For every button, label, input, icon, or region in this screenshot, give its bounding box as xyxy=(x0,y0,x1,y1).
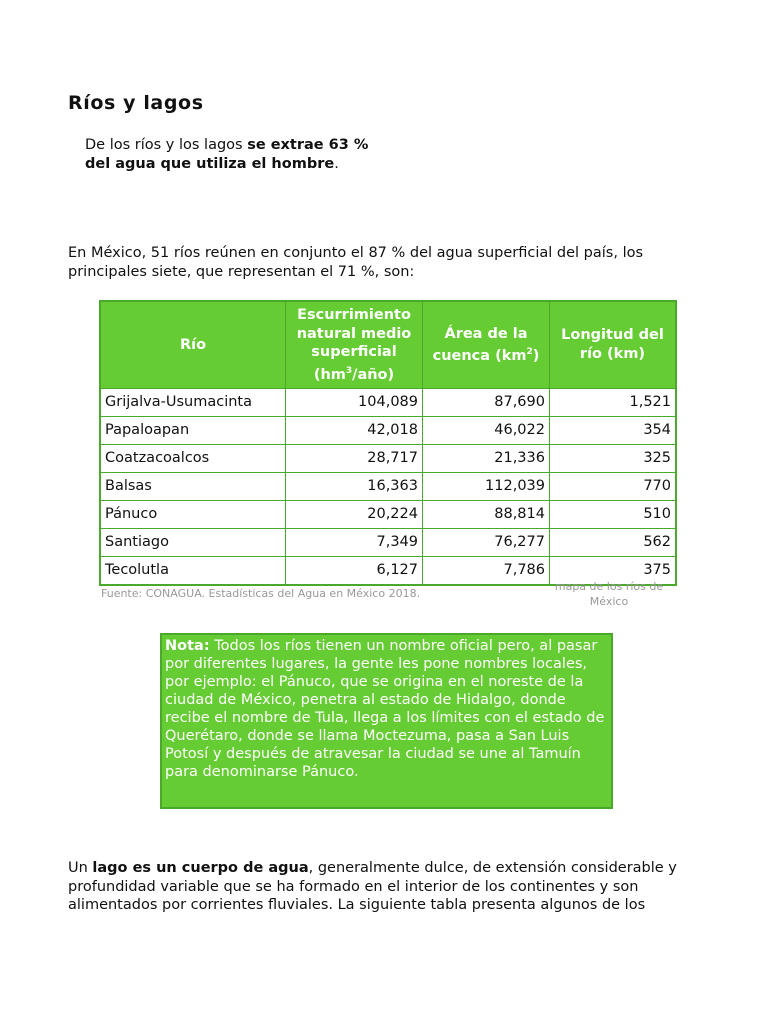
rivers-paragraph: En México, 51 ríos reúnen en conjunto el 87 % del agua superficial del país, los principales siete, que representan el 71 %, son: xyxy=(68,245,644,280)
note-text: Todos los ríos tienen un nombre oficial pero, al pasar por diferentes lugares, la gente les pone nombres locales, por ejemplo: el Pánuco, que se origina en el noreste de la ciudad de México, penetra al estado de Hidalgo, donde recibe el nombre de Tula, llega a los límites con el estado de Querétaro, donde se llama Moctezuma, pasa a San Luis Potosí y después de atravesar la ciudad se une al Tamuín para denominarse Pánuco. xyxy=(165,638,605,780)
cell-area: 46,022 xyxy=(423,416,550,444)
cell-river: Grijalva-Usumacinta xyxy=(100,388,286,416)
cell-runoff: 7,349 xyxy=(286,528,423,556)
cell-runoff: 20,224 xyxy=(286,500,423,528)
cell-length: 325 xyxy=(550,444,677,472)
rivers-table xyxy=(99,300,677,586)
intro-bold: se extrae 63 % del agua que utiliza el hombre xyxy=(85,137,369,172)
note-label: Nota: xyxy=(165,638,210,654)
note-box xyxy=(160,633,613,809)
lakes-bold: lago es un cuerpo de agua xyxy=(92,860,309,876)
header-area: Área de la cuenca $(km^2)$ xyxy=(423,301,550,388)
cell-length: 375 xyxy=(550,556,677,585)
cell-area: 21,336 xyxy=(423,444,550,472)
cell-length: 1,521 xyxy=(550,388,677,416)
cell-length: 510 xyxy=(550,500,677,528)
lakes-prefix: Un xyxy=(68,860,93,876)
table-row xyxy=(100,388,676,416)
cell-river: Balsas xyxy=(100,472,286,500)
cell-river: Papaloapan xyxy=(100,416,286,444)
cell-river: Tecolutla xyxy=(100,556,286,585)
cell-area: 112,039 xyxy=(423,472,550,500)
cell-length: 354 xyxy=(550,416,677,444)
table-row xyxy=(100,416,676,444)
table-header-row xyxy=(100,301,676,388)
cell-runoff: 16,363 xyxy=(286,472,423,500)
lakes-paragraph xyxy=(68,859,698,915)
intro-prefix: De los ríos y los lagos xyxy=(85,137,248,153)
table-row xyxy=(100,528,676,556)
table-row xyxy=(100,444,676,472)
map-caption: mapa de los ríos de México xyxy=(554,580,664,608)
header-river: Río xyxy=(100,301,286,388)
page-title: Ríos y lagos xyxy=(68,92,204,114)
cell-river: Coatzacoalcos xyxy=(100,444,286,472)
cell-river: Santiago xyxy=(100,528,286,556)
table-source-caption: Fuente: CONAGUA. Estadísticas del Agua en México 2018. xyxy=(101,587,421,600)
cell-runoff: 28,717 xyxy=(286,444,423,472)
cell-area: 7,786 xyxy=(423,556,550,585)
table-row xyxy=(100,472,676,500)
intro-paragraph xyxy=(85,136,370,173)
cell-runoff: 6,127 xyxy=(286,556,423,585)
table-row xyxy=(100,500,676,528)
cell-river: Pánuco xyxy=(100,500,286,528)
cell-area: 88,814 xyxy=(423,500,550,528)
cell-length: 562 xyxy=(550,528,677,556)
cell-runoff: 42,018 xyxy=(286,416,423,444)
cell-runoff: 104,089 xyxy=(286,388,423,416)
cell-length: 770 xyxy=(550,472,677,500)
cell-area: 87,690 xyxy=(423,388,550,416)
header-length: Longitud del río (km) xyxy=(550,301,677,388)
lakes-suffix: , generalmente dulce, de extensión considerable y profundidad variable que se ha formado en el interior de los continentes y son alimentados por corrientes fluviales. La siguiente tabla presenta algunos de los xyxy=(68,860,677,913)
cell-area: 76,277 xyxy=(423,528,550,556)
intro-suffix: . xyxy=(334,155,339,172)
header-runoff: Escurrimiento natural medio superficial $(hm^3/año)$ xyxy=(286,301,423,388)
